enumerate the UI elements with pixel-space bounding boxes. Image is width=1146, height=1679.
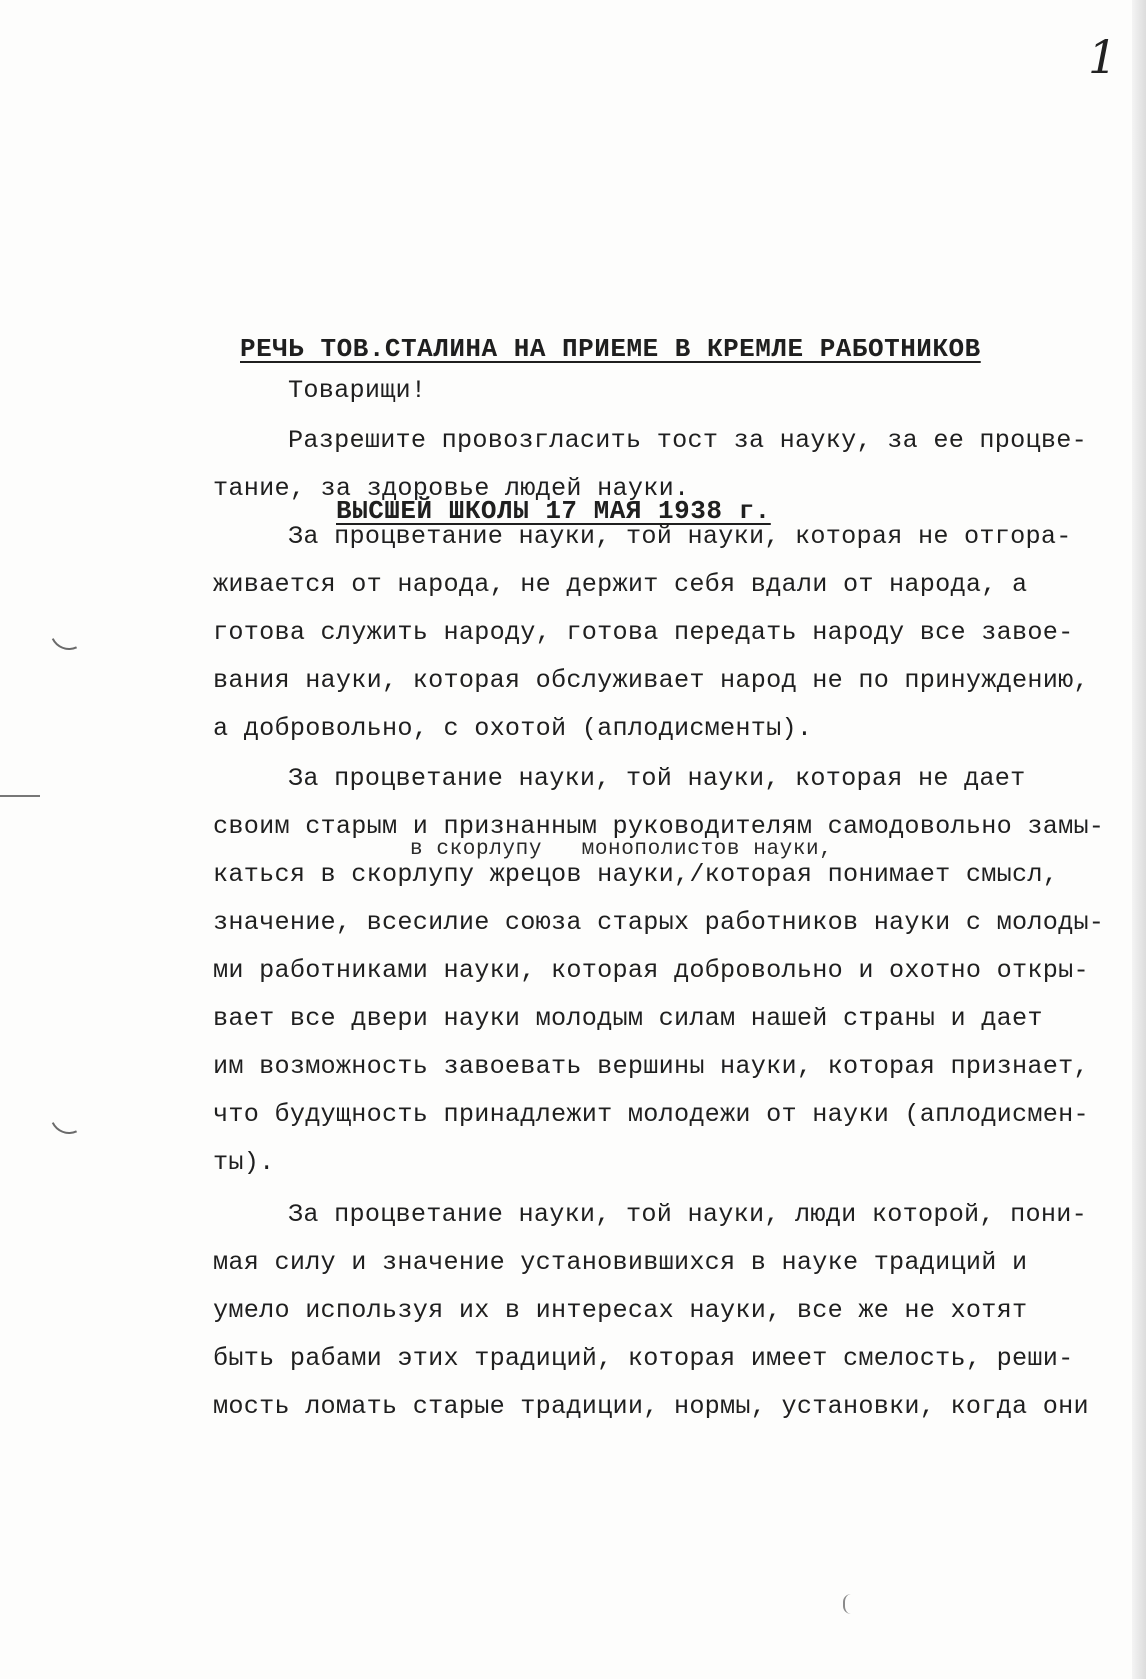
handwritten-insert: в скорлупу монополистов науки, <box>410 838 833 861</box>
text-line: Товарищи! <box>288 376 427 405</box>
text-line: Разрешите провозгласить тост за науку, за ее процве- <box>288 426 1087 455</box>
text-line: им возможность завоевать вершины науки, которая признает, <box>213 1052 1089 1081</box>
text-line: умело используя их в интересах науки, все же не хотят <box>213 1296 1028 1325</box>
title-line-2: ВЫСШЕЙ ШКОЛЫ 17 МАЯ 1938 г. <box>336 496 771 526</box>
text-line: мая силу и значение установившихся в науке традиций и <box>213 1248 1028 1277</box>
text-line: что будущность принадлежит молодежи от науки (аплодисмен- <box>213 1100 1089 1129</box>
text-line: своим старым и признанным руководителям самодовольно замы- <box>213 812 1105 841</box>
text-line: вает все двери науки молодым силам нашей страны и дает <box>213 1004 1043 1033</box>
punch-hole-top <box>45 607 94 656</box>
text-line: значение, всесилие союза старых работников науки с молоды- <box>213 908 1105 937</box>
text-line: ты). <box>213 1148 275 1177</box>
text-line: быть рабами этих традиций, которая имеет смелость, реши- <box>213 1344 1074 1373</box>
text-line: тание, за здоровье людей науки. <box>213 474 690 503</box>
title-line-1: РЕЧЬ ТОВ.СТАЛИНА НА ПРИЕМЕ В КРЕМЛЕ РАБОТНИКОВ <box>240 334 981 364</box>
page-number: 1 <box>1088 30 1118 84</box>
text-line: мость ломать старые традиции, нормы, установки, когда они <box>213 1392 1089 1421</box>
text-line: ми работниками науки, которая добровольно и охотно откры- <box>213 956 1089 985</box>
text-line: готова служить народу, готова передать народу все завое- <box>213 618 1074 647</box>
text-line: За процветание науки, той науки, люди которой, пони- <box>288 1200 1087 1229</box>
page-edge-shadow <box>1132 0 1146 1679</box>
text-line: За процветание науки, той науки, которая не отгора- <box>288 522 1072 551</box>
punch-hole-bottom <box>45 1091 94 1140</box>
text-line: За процветание науки, той науки, которая не дает <box>288 764 1026 793</box>
pencil-mark <box>843 1594 859 1614</box>
margin-mark <box>0 795 40 797</box>
text-line: а добровольно, с охотой (аплодисменты). <box>213 714 813 743</box>
text-line: вания науки, которая обслуживает народ не по принуждению, <box>213 666 1089 695</box>
text-line: каться в скорлупу жрецов науки,/которая понимает смысл, <box>213 860 1059 889</box>
text-line: живается от народа, не держит себя вдали от народа, а <box>213 570 1028 599</box>
